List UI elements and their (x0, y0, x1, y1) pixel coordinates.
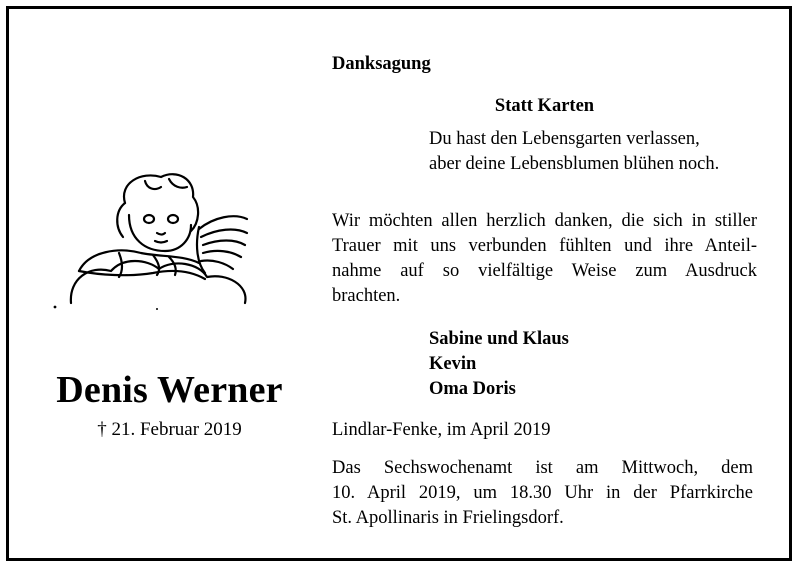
deceased-name: Denis Werner (56, 369, 283, 411)
heading: Danksagung (332, 54, 431, 74)
poem-line: aber deine Lebensblumen blühen noch. (429, 154, 720, 174)
thanks-line: brachten. (332, 286, 401, 306)
death-date: † 21. Februar 2019 (97, 419, 242, 440)
poem-line: Du hast den Lebensgarten verlassen, (429, 129, 700, 149)
mass-notice (332, 456, 753, 531)
poem (429, 127, 719, 177)
signer: Oma Doris (429, 379, 516, 399)
signer: Kevin (429, 354, 477, 374)
thanks-line: Wir möchten allen herzlich danken, die sich in stiller (332, 211, 757, 231)
mass-line: St. Apollinaris in Frielingsdorf. (332, 508, 564, 528)
thanks-paragraph (332, 209, 757, 309)
obituary-card (6, 6, 792, 561)
thanks-line: Trauer mit uns verbunden fühlten und ihre Anteil- (332, 236, 757, 256)
place-date: Lindlar-Fenke, im April 2019 (332, 420, 551, 440)
mass-line: 10. April 2019, um 18.30 Uhr in der Pfarrkirche (332, 483, 753, 503)
statt-karten: Statt Karten (494, 96, 595, 116)
cherub-angel-icon (49, 167, 259, 317)
signers (429, 327, 569, 402)
signer: Sabine und Klaus (429, 329, 569, 349)
mass-line: Das Sechswochenamt ist am Mittwoch, dem (332, 458, 753, 478)
thanks-line: nahme auf so vielfältige Weise zum Ausdruck (332, 261, 757, 281)
